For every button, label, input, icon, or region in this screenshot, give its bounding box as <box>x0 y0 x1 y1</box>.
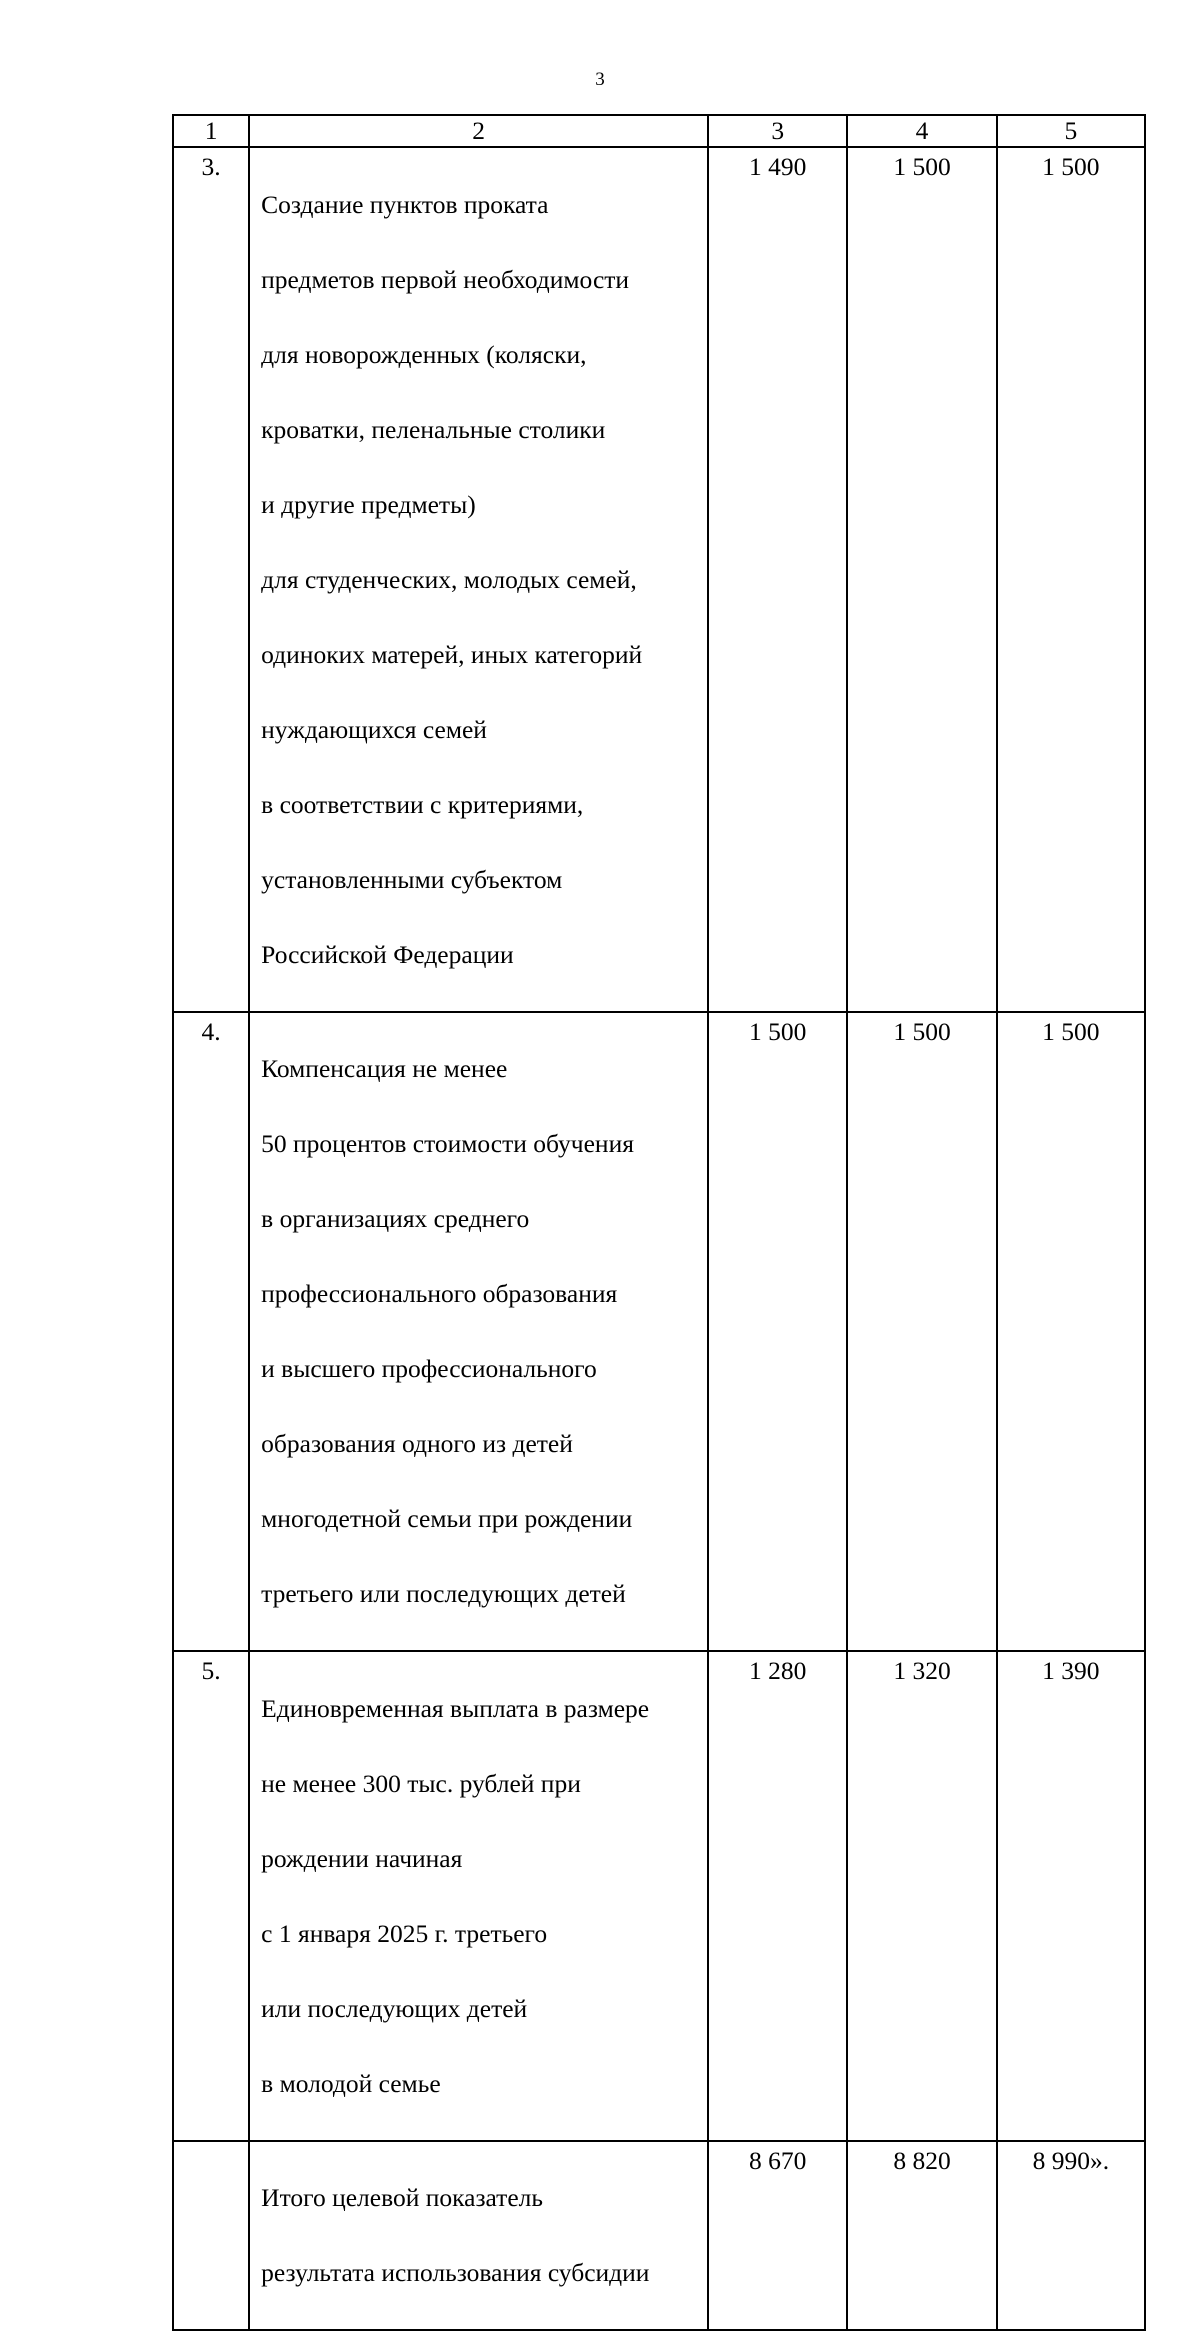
description-line: кроватки, пеленальные столики <box>261 414 606 444</box>
indicator-table <box>172 114 1146 2331</box>
row-description <box>249 1012 708 1652</box>
description-line: в соответствии с критериями, <box>261 789 584 819</box>
value-col-4: 8 820 <box>847 2141 996 2331</box>
header-cell-4: 4 <box>847 115 996 147</box>
value-col-4: 1 500 <box>847 147 996 1012</box>
row-description <box>249 147 708 1012</box>
description-line: не менее 300 тыс. рублей при <box>261 1768 581 1798</box>
description-line: рождении начиная <box>261 1843 463 1873</box>
description-line: Единовременная выплата в размере <box>261 1693 650 1723</box>
table-header-row <box>173 115 1145 147</box>
description-line: Компенсация не менее <box>261 1054 508 1083</box>
description-line: с 1 января 2025 г. третьего <box>261 1918 548 1948</box>
description-line: нуждающихся семей <box>261 714 487 744</box>
value-col-3: 1 490 <box>708 147 847 1012</box>
header-cell-1: 1 <box>173 115 249 147</box>
description-line: и другие предметы) <box>261 489 476 519</box>
description-line: профессионального образования <box>261 1279 618 1308</box>
value-col-4: 1 320 <box>847 1651 996 2141</box>
description-line: Создание пунктов проката <box>261 189 549 219</box>
value-col-4: 1 500 <box>847 1012 996 1652</box>
value-col-5: 8 990». <box>997 2141 1145 2331</box>
description-line: Российской Федерации <box>261 939 514 969</box>
description-line: или последующих детей <box>261 1993 528 2023</box>
total-row <box>173 2141 1145 2331</box>
value-col-5: 1 500 <box>997 1012 1145 1652</box>
row-description <box>249 1651 708 2141</box>
description-line: для студенческих, молодых семей, <box>261 564 637 594</box>
description-line: результата использования субсидии <box>261 2258 650 2287</box>
row-number: 5. <box>173 1651 249 2141</box>
row-number: 4. <box>173 1012 249 1652</box>
description-line: многодетной семьи при рождении <box>261 1504 633 1533</box>
row-number: 3. <box>173 147 249 1012</box>
value-col-5: 1 390 <box>997 1651 1145 2141</box>
description-line: установленными субъектом <box>261 864 563 894</box>
page-number: 3 <box>595 69 605 90</box>
value-col-3: 1 500 <box>708 1012 847 1652</box>
description-line: в молодой семье <box>261 2068 441 2098</box>
description-line: Итого целевой показатель <box>261 2183 543 2212</box>
description-line: образования одного из детей <box>261 1429 573 1458</box>
description-line: в организациях среднего <box>261 1204 530 1233</box>
table-row <box>173 1012 1145 1652</box>
description-line: предметов первой необходимости <box>261 264 630 294</box>
header-cell-2: 2 <box>249 115 708 147</box>
table-row <box>173 1651 1145 2141</box>
header-cell-5: 5 <box>997 115 1145 147</box>
row-description <box>249 2141 708 2331</box>
value-col-3: 8 670 <box>708 2141 847 2331</box>
description-line: для новорожденных (коляски, <box>261 339 587 369</box>
description-line: третьего или последующих детей <box>261 1579 626 1608</box>
description-line: одиноких матерей, иных категорий <box>261 639 643 669</box>
header-cell-3: 3 <box>708 115 847 147</box>
description-line: 50 процентов стоимости обучения <box>261 1129 634 1158</box>
value-col-3: 1 280 <box>708 1651 847 2141</box>
value-col-5: 1 500 <box>997 147 1145 1012</box>
description-line: и высшего профессионального <box>261 1354 597 1383</box>
row-number <box>173 2141 249 2331</box>
table-row <box>173 147 1145 1012</box>
